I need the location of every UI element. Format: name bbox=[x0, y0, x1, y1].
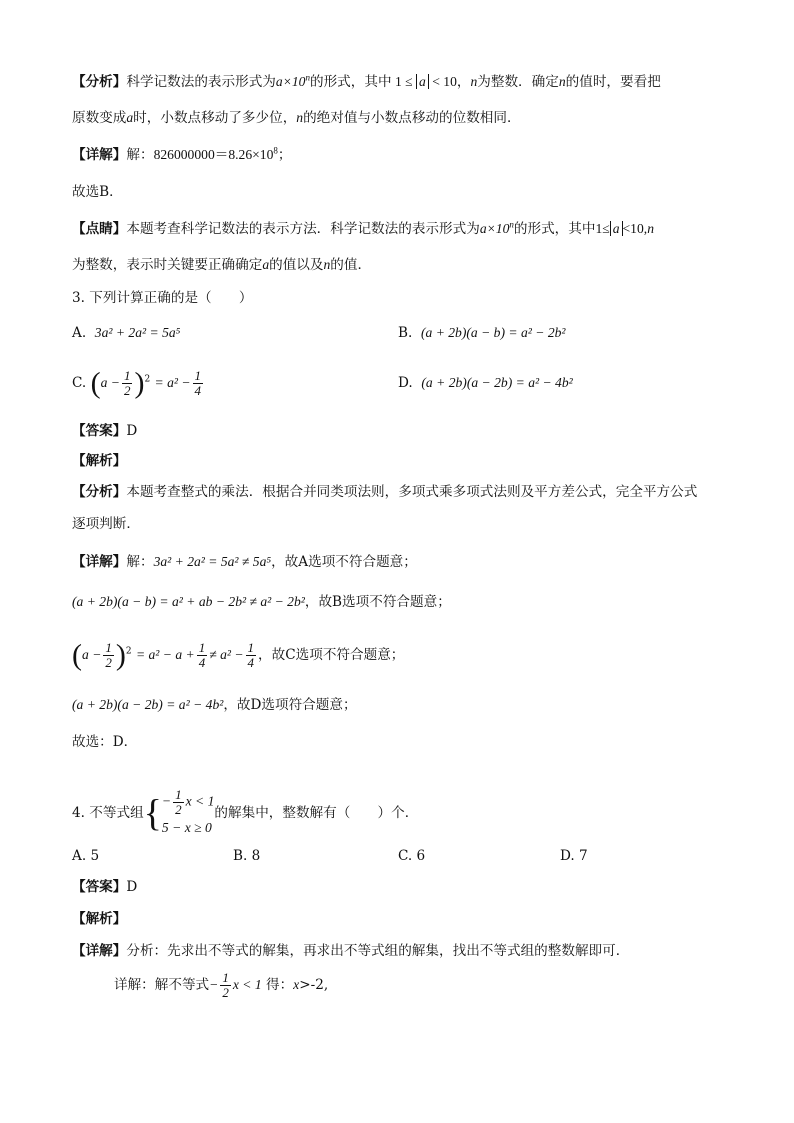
detail-tag: 【详解】 bbox=[72, 147, 127, 163]
analysis-line-1: 【分析】科学记数法的表示形式为$a\times 10^n$的形式，其中 1 ≤ a < 10，n为整数．确定n的值时，要看把 bbox=[72, 72, 661, 90]
q3-analysis-tag: 【解析】 bbox=[72, 453, 127, 469]
key-point-line-2: 为整数，表示时关键要正确确定a的值以及n的值． bbox=[72, 257, 372, 273]
q4-analysis-tag: 【解析】 bbox=[72, 911, 127, 927]
choice-line: 故选B． bbox=[72, 184, 123, 200]
q3-option-b: B. (a + 2b)(a − b) = a² − 2b² bbox=[398, 325, 566, 341]
inequality-system: − $\frac{1}{2}$ x < 1 5 − x ≥ 0 bbox=[161, 787, 215, 835]
analysis-text: 科学记数法的表示形式为 bbox=[126, 74, 276, 90]
detail-line: 【详解】解：$826000000=8.26\times 10^8$； bbox=[72, 145, 292, 163]
q4-solution-line: 详解：解不等式− $\frac{1}{2}$ x < 1 得：x>-2, bbox=[114, 970, 329, 1000]
q3-fenxi-line-2: 逐项判断． bbox=[72, 516, 140, 532]
analysis-tag: 【分析】 bbox=[72, 74, 127, 90]
q4-option-c: C. 6 bbox=[398, 848, 426, 864]
question-3-stem: 3. 下列计算正确的是（ ） bbox=[72, 290, 253, 306]
q3-option-a: A. 3a² + 2a² = 5a⁵ bbox=[72, 325, 181, 341]
q3-pick: 故选：D． bbox=[72, 734, 138, 750]
q3-option-c: C. (a − $\frac{1}{2}$ )$^2$ = a² − $\frac{1}{4}$ bbox=[72, 366, 202, 400]
abs-inequality: 1 ≤ a < 10 bbox=[394, 74, 457, 89]
q4-option-d: D. 7 bbox=[560, 848, 588, 864]
q3-detail-b: (a + 2b)(a − b) = a² + ab − 2b² ≠ a² − 2b²，故B选项不符合题意； bbox=[72, 594, 451, 610]
sci-notation-formula: $a\times 10^n$ bbox=[275, 72, 310, 89]
q3-detail-a: 【详解】解：3a² + 2a² = 5a² ≠ 5a⁵，故A选项不符合题意； bbox=[72, 554, 417, 570]
q3-option-d: D. (a + 2b)(a − 2b) = a² − 4b² bbox=[398, 375, 573, 391]
key-point-line-1: 【点睛】本题考查科学记数法的表示方法．科学记数法的表示形式为$a\times 10^n$的形式，其中1≤ a <10,n bbox=[72, 219, 654, 237]
q4-detail: 【详解】分析：先求出不等式的解集，再求出不等式组的解集，找出不等式组的整数解即可． bbox=[72, 943, 630, 959]
q4-answer: 【答案】D bbox=[72, 879, 138, 895]
q3-detail-c: (a − $\frac{1}{2}$ )$^2$ = a² − a + $\frac{1}{4}$ ≠ a² − $\frac{1}{4}$ ，故C选项不符合题意； bbox=[72, 638, 405, 672]
q3-detail-d: (a + 2b)(a − 2b) = a² − 4b²，故D选项符合题意； bbox=[72, 697, 357, 713]
sci-equation: $826000000=8.26\times 10^8$ bbox=[153, 145, 278, 162]
question-4-stem: 4. 不等式组{ − $\frac{1}{2}$ x < 1 5 − x ≥ 0 的解集中，整数解有（ ）个． bbox=[72, 788, 418, 839]
q4-option-a: A. 5 bbox=[72, 848, 100, 864]
q4-option-b: B. 8 bbox=[233, 848, 261, 864]
key-point-tag: 【点睛】 bbox=[72, 221, 127, 237]
q3-answer: 【答案】D bbox=[72, 423, 138, 439]
q3-fenxi-line-1: 【分析】本题考查整式的乘法．根据合并同类项法则，多项式乘多项式法则及平方差公式，完全平方公式 bbox=[72, 484, 698, 500]
analysis-line-2: 原数变成a时，小数点移动了多少位，n的绝对值与小数点移动的位数相同． bbox=[72, 110, 521, 126]
